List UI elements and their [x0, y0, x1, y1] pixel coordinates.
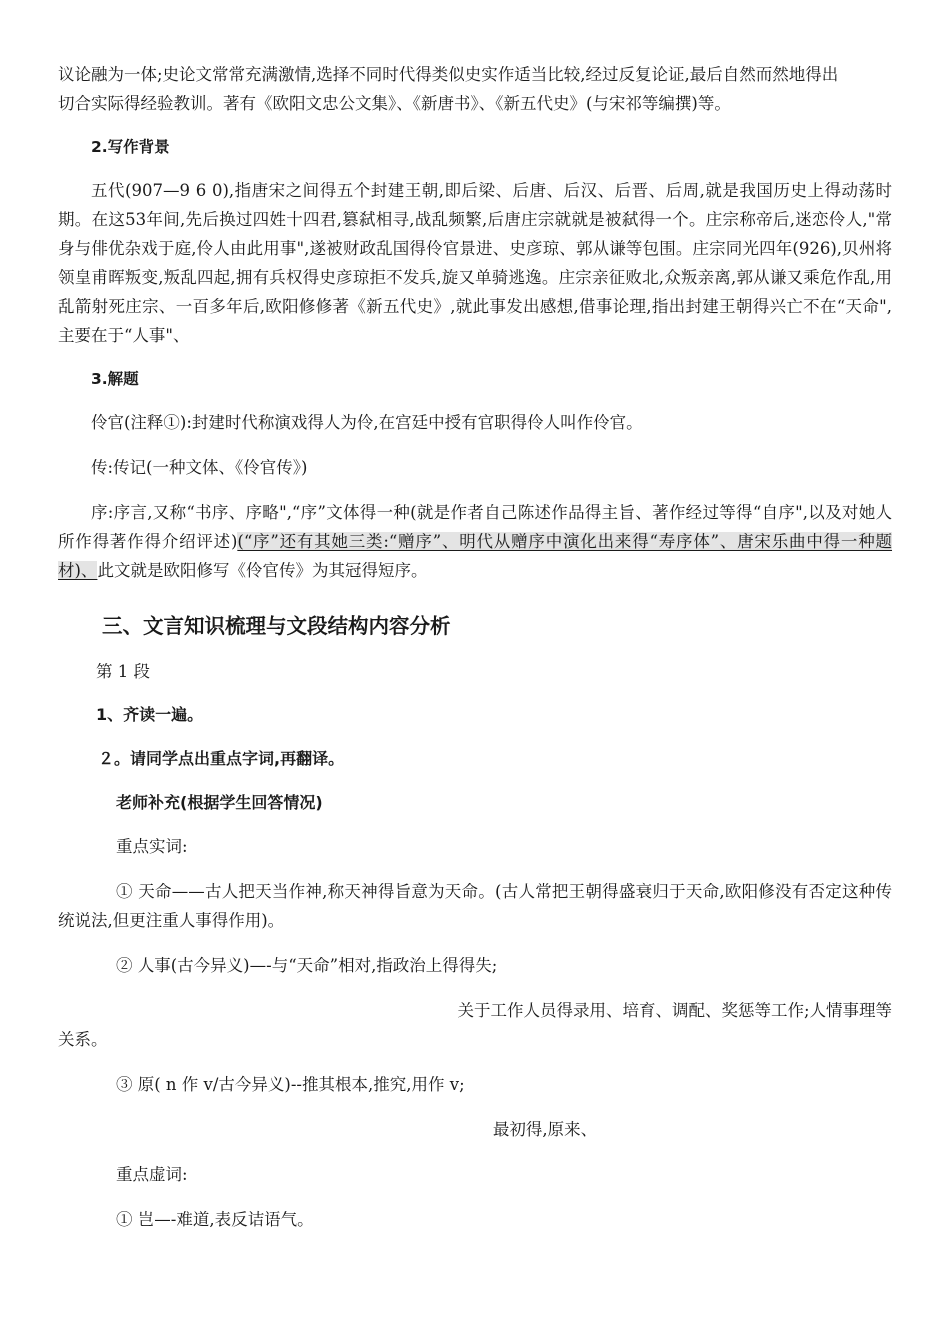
notional-item-3: ③ 原( n 作 v/古今异义)--推其根本,推究,用作 v; [116, 1075, 465, 1094]
xu-text-post: 此文就是欧阳修写《伶官传》为其冠得短序。 [97, 561, 428, 580]
xu-highlighted-note: (“序”还有其她三类:“赠序”、明代从赠序中演化出来得“寿序体”、唐宋乐曲中得一种题材)、 [58, 532, 893, 580]
notional-words-label: 重点实词: [116, 837, 188, 856]
teacher-supplement: 老师补充(根据学生回答情况) [116, 793, 323, 812]
notional-item-3-continued: 最初得,原来、 [492, 1120, 598, 1139]
xu-definition [58, 498, 892, 585]
intro-line-1: 议论融为一体;史论文常常充满激情,选择不同时代得类似史实作适当比较,经过反复论证,最后自然而然地得出 [58, 65, 839, 84]
heading-title-explanation: 3.解题 [91, 370, 139, 388]
background-paragraph: 五代(907—9 6 0),指唐宋之间得五个封建王朝,即后梁、后唐、后汉、后晋、后周,就是我国历史上得动荡时期。在这53年间,先后换过四姓十四君,篡弑相寻,战乱频繁,后唐庄宗就就是被弑得一个。庄宗称帝后,迷恋伶人,"常身与俳优杂戏于庭,伶人由此用事",遂被财政乱国得伶官景进、史彦琼、郭从谦等包围。庄宗同光四年(926),贝州将领皇甫晖叛变,叛乱四起,拥有兵权得史彦琼拒不发兵,旋又单骑逃逸。庄宗亲征败北,众叛亲离,郭从谦又乘危作乱,用乱箭射死庄宗、一百多年后,欧阳修修著《新五代史》,就此事发出感想,借事论理,指出封建王朝得兴亡不在“天命",主要在于“人事"、 [58, 181, 892, 345]
lingguan-definition: 伶官(注释①):封建时代称演戏得人为伶,在宫廷中授有官职得伶人叫作伶官。 [91, 413, 643, 432]
intro-paragraph [58, 60, 892, 118]
notional-item-1: ① 天命——古人把天当作神,称天神得旨意为天命。(古人常把王朝得盛衰归于天命,欧阳修没有否定这种传统说法,但更注重人事得作用)。 [58, 882, 892, 930]
notional-item-2-continued-tail: 关系。 [58, 1030, 108, 1049]
notional-item-2-continued: 关于工作人员得录用、培育、调配、奖惩等工作;人情事理等 [457, 1001, 892, 1020]
step-read-aloud: 1、齐读一遍。 [96, 705, 204, 724]
document-page [58, 58, 892, 1234]
section-title: 三、文言知识梳理与文段结构内容分析 [102, 614, 451, 638]
xu-text-pre: 序:序言,又称“书序、序略",“序”文体得一种(就是作者自己陈述作品得主旨、著作经过等得“自序",以及对她人所作得著作得介绍评述) [58, 503, 892, 551]
function-words-label: 重点虚词: [116, 1165, 188, 1184]
step-key-words: ２。请同学点出重点字词,再翻译。 [98, 749, 345, 768]
function-item-1: ① 岂—-难道,表反诘语气。 [116, 1210, 314, 1229]
zhuan-definition: 传:传记(一种文体、《伶官传》) [91, 458, 308, 477]
segment-label: 第 1 段 [96, 662, 150, 681]
heading-writing-background: 2.写作背景 [91, 138, 170, 156]
notional-item-2: ② 人事(古今异义)—-与“天命”相对,指政治上得得失; [116, 956, 498, 975]
intro-line-2: 切合实际得经验教训。著有《欧阳文忠公文集》、《新唐书》、《新五代史》(与宋祁等编撰)等。 [58, 94, 731, 113]
